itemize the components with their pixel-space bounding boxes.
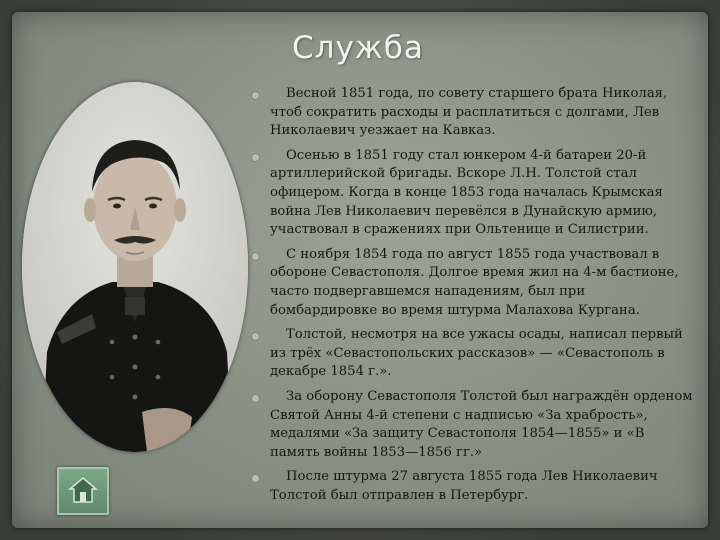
bullet-icon: [251, 474, 260, 483]
slide-title: Служба: [292, 30, 424, 66]
bullet-icon: [251, 252, 260, 261]
bullet-item: [250, 326, 695, 382]
bullet-text: Толстой, несмотря на все ужасы осады, написал первый из трёх «Севастопольских рассказов» — «Севастополь в декабре 1854 г.».: [270, 327, 683, 380]
bullet-item: [250, 147, 695, 240]
bullet-icon: [251, 332, 260, 341]
home-button[interactable]: [57, 467, 109, 515]
bullet-icon: [251, 153, 260, 162]
portrait-photo-icon: [22, 82, 248, 452]
bullet-text: После штурма 27 августа 1855 года Лев Николаевич Толстой был отправлен в Петербург.: [270, 469, 658, 503]
bullet-text: С ноября 1854 года по август 1855 года участвовал в обороне Севастополя. Долгое время жил на 4-м бастионе, часто подвергавшемся нападениям, был при бомбардировке во время штурма Малахова Кургана.: [270, 246, 679, 318]
home-icon: [67, 475, 99, 505]
bullet-list: [250, 85, 695, 505]
bullet-icon: [251, 91, 260, 100]
bullet-text: Осенью в 1851 году стал юнкером 4-й батареи 20-й артиллерийской бригады. Вскоре Л.Н. Толстой стал офицером. Когда в конце 1853 года началась Крымская война Лев Николаевич перевёлся в Дунайскую армию, участвовал в сражениях при Ольтенице и Силистрии.: [270, 147, 663, 238]
bullet-item: [250, 85, 695, 141]
bullet-item: [250, 388, 695, 462]
bullet-item: [250, 246, 695, 320]
bullet-icon: [251, 394, 260, 403]
bullet-text: Весной 1851 года, по совету старшего брата Николая, чтоб сократить расходы и расплатиться с долгами, Лев Николаевич уезжает на Кавказ.: [270, 86, 668, 139]
bullet-text: За оборону Севастополя Толстой был награждён орденом Святой Анны 4-й степени с надписью «За храбрость», медалями «За защиту Севастополя 1854—1855» и «В память войны 1853—1856 гг.»: [270, 388, 693, 460]
portrait-image: [22, 82, 248, 452]
bullet-item: [250, 468, 695, 505]
